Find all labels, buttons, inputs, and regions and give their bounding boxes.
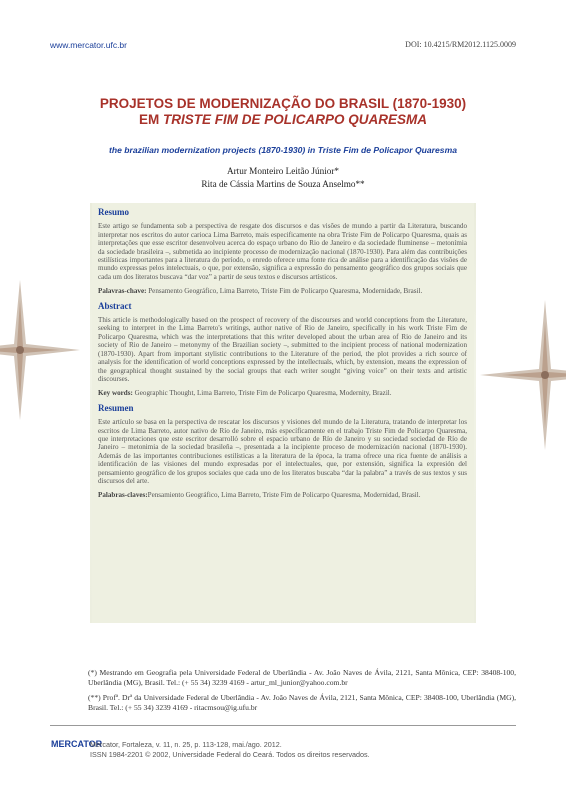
citation-line-1: Mercator, Fortaleza, v. 11, n. 25, p. 113-128, mai./ago. 2012.: [90, 740, 282, 749]
resumo-text: Este artigo se fundamenta sob a perspectiva de resgate dos discursos e das visões de mundo a partir da Literatura, buscando interpretar nos escritos do autor carioca Lima Barreto, mais especificamente na obra Triste Fim de Policarpo Quaresma, quais as interpretações que esse escritor desenvolveu acerca do espaço urbano do Rio de Janeiro e da sociedade fluminense – metonímia da sociedade brasileira –, submetida ao incipiente processo de modernização nacional (1870-1930). Para além das contribuições estilísticas importantes para a literatura do período, o enredo oferece uma fonte rica de análise para a identificação das visões de mundo expressas pelos intelectuais, o que, por extensão, significa a expressão do pensamento geográfico dos grupos sociais que cada um dos literatos buscava “dar voz” a partir de seus textos e discursos artísticos.: [98, 222, 467, 281]
abstract-keywords: [98, 389, 467, 397]
doi: DOI: 10.4215/RM2012.1125.0009: [405, 40, 516, 49]
abstracts-content: [98, 208, 467, 506]
compass-rose-left-icon: [0, 280, 80, 420]
resumo-keywords: [98, 287, 467, 295]
title-line-2: [40, 112, 526, 128]
resumen-heading: Resumen: [98, 402, 134, 413]
abstract-heading: Abstract: [98, 300, 132, 311]
resumen-keywords-label: Palabras-claves:: [98, 491, 148, 500]
journal-citation: [90, 740, 370, 760]
article-title: [40, 96, 526, 128]
abstract-keywords-label: Key words:: [98, 389, 133, 398]
page-header: [50, 40, 516, 54]
compass-rose-right-icon: [480, 300, 566, 450]
mercator-logo: MERCATOR: [51, 739, 103, 749]
english-title: the brazilian modernization projects (1870-1930) in Triste Fim de Policapor Quaresma: [109, 145, 457, 155]
abstract-text: This article is methodologically based on the prospect of recovery of the discourses and world conceptions from the Literature, seeking to interpret in the Lima Barreto's writings, author native of Rio de Janeiro, specifically in his work Triste Fim de Policarpo Quaresma, which was the interpretations that this writer developed about the urban area of Rio de Janeiro and its society of Rio de Janeiro – metonymy of the Brazilian society –, submitted to the incipient process of national modernization (1870-1930). Apart from important stylistic contributions to the Literature of the period, the plot provides a rich source of analysis for the identification of world conceptions expressed by the intellectuals, which, by extension, means the expression of the geographical thought sustained by the social groups that each writer sought “giving voice” on their texts and artistic discourses.: [98, 316, 467, 383]
resumo-heading: Resumo: [98, 207, 129, 217]
footnotes: [88, 668, 516, 718]
author-1: Artur Monteiro Leitão Júnior*: [226, 166, 339, 176]
resumo-keywords-text: Pensamento Geográfico, Lima Barreto, Triste Fim de Policarpo Quaresma, Modernidade, Brasil.: [146, 287, 423, 296]
title-prefix: EM: [138, 112, 163, 127]
footnote-1: (*) Mestrando em Geografia pela Universidade Federal de Uberlândia - Av. João Naves de Ávila, 2121, Santa Mônica, CEP: 38408-100, Uberlândia (MG), Brasil. Tel.: (+ 55 34) 3239 4169 - artur_ml_junior@yahoo.com.br: [88, 668, 516, 687]
abstract-keywords-text: Geographic Thought, Lima Barreto, Triste Fim de Policarpo Quaresma, Modernity, Brazil.: [132, 389, 392, 398]
journal-url[interactable]: www.mercator.ufc.br: [50, 40, 127, 50]
footer-divider: [50, 725, 516, 726]
title-line-1: PROJETOS DE MODERNIZAÇÃO DO BRASIL (1870-1930): [99, 96, 467, 111]
resumen-text: Este artículo se basa en la perspectiva de rescatar los discursos y visiones del mundo de la Literatura, tratando de interpretar los escritos de Lima Barreto, autor nativo de Río de Janeiro, más específicamente en el trabajo Triste Fim de Policarpo Quaresma, que interpretaciones que este escritor desarrolló sobre el espacio urbano de Río de Janeiro y su sociedad sociedad de Río de Janeiro – metonimia de la sociedad brasileña –, presentada a la incipiente proceso de modernización nacional (1870-1930). Además de las importantes contribuciones estilísticas a la literatura de la época, la trama ofrece una rica fuente de análisis a identificación de las visiones del mundo expresadas por el intelectuales, que, por extensión, significa la expresión del pensamiento geográfico de los grupos sociales que cada uno de los literatos buscaba “dar la palabra” a través de sus textos y sus discursos del arte.: [98, 418, 467, 485]
resumo-keywords-label: Palavras-chave:: [98, 287, 147, 296]
title-italic: TRISTE FIM DE POLICARPO QUARESMA: [163, 112, 428, 127]
resumen-keywords: [98, 491, 467, 499]
footnote-2: (**) Profª. Drª da Universidade Federal de Uberlândia - Av. João Naves de Ávila, 2121, Santa Mônica, CEP: 38408-100, Uberlândia (MG), Brasil. Tel.: (+ 55 34) 3239 4169 - ritacmsou@ig.ufu.br: [88, 693, 516, 712]
author-2: Rita de Cássia Martins de Souza Anselmo**: [201, 179, 365, 189]
citation-line-2: ISSN 1984-2201 © 2002, Universidade Federal do Ceará. Todos os direitos reservados.: [90, 750, 370, 759]
resumen-keywords-text: Pensamiento Geográfico, Lima Barreto, Triste Fim de Policarpo Quaresma, Modernidad, Brasil.: [147, 491, 421, 500]
